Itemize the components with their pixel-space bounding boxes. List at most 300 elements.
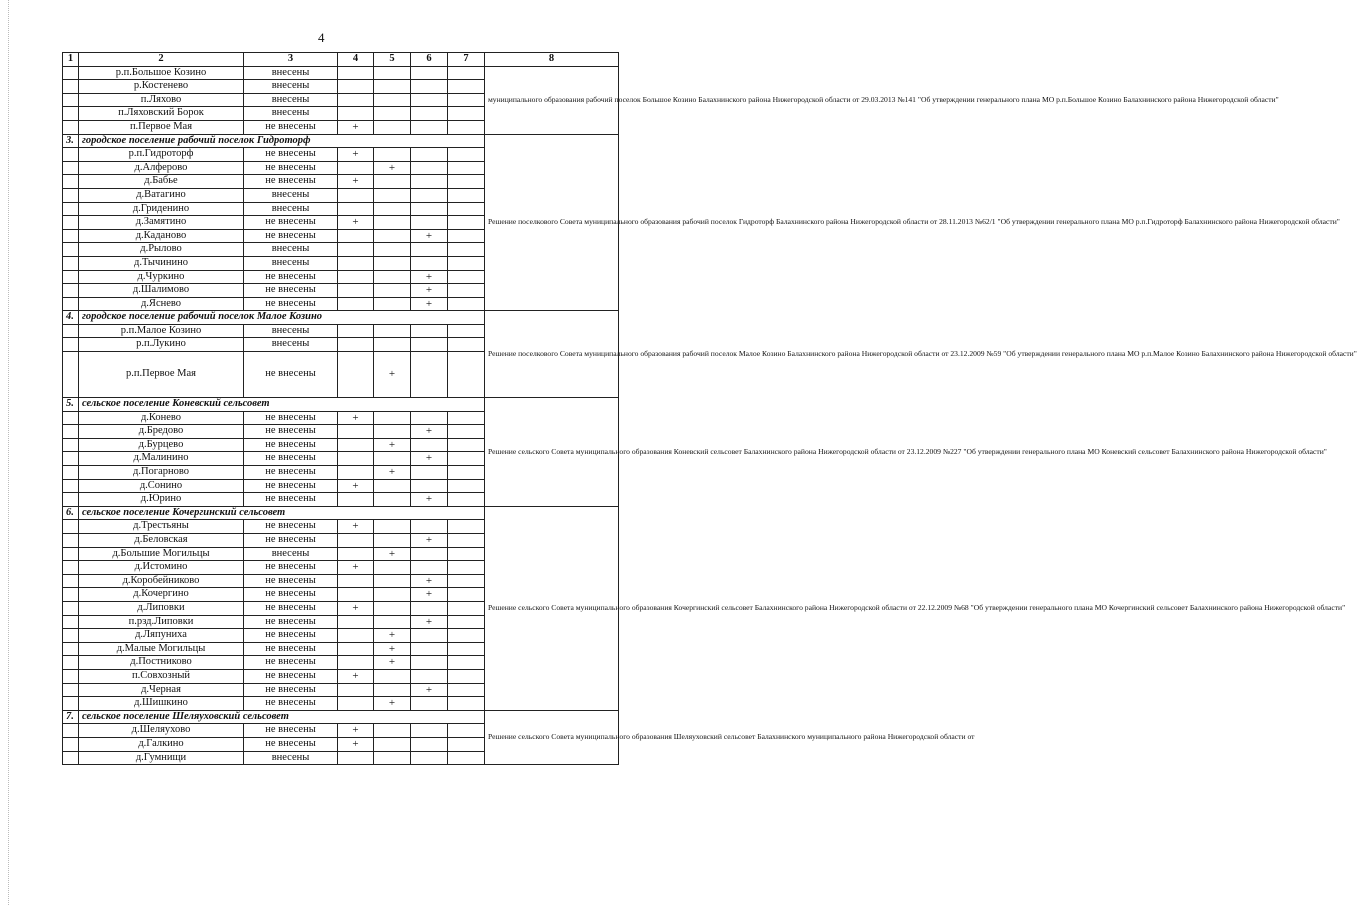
settlement-name: д.Алферово: [79, 161, 244, 175]
mark-c5: +: [374, 697, 411, 711]
mark-c5: [374, 683, 411, 697]
row-number-cell: [63, 547, 79, 561]
mark-c5: [374, 534, 411, 548]
mark-c5: [374, 297, 411, 311]
mark-c7: [448, 284, 485, 298]
mark-c7: [448, 107, 485, 121]
mark-c7: [448, 324, 485, 338]
mark-c5: [374, 561, 411, 575]
row-number-cell: [63, 520, 79, 534]
plan-status: не внесены: [244, 148, 338, 162]
mark-c7: [448, 202, 485, 216]
settlement-name: д.Рылово: [79, 243, 244, 257]
row-number-cell: [63, 120, 79, 134]
mark-c7: [448, 629, 485, 643]
mark-c7: [448, 615, 485, 629]
mark-c4: [338, 297, 374, 311]
mark-c6: [411, 161, 448, 175]
mark-c7: [448, 297, 485, 311]
mark-c5: +: [374, 352, 411, 398]
row-number-cell: [63, 697, 79, 711]
section-remark: Решение сельского Совета муниципального образования Кочергинский сельсовет Балахнинского района Нижегородской области от 22.12.2009 №68 "Об утверждении генерального плана МО Кочергинский сельсовет Балахнинского района Нижегородской области": [485, 506, 619, 710]
mark-c6: [411, 669, 448, 683]
mark-c4: [338, 656, 374, 670]
mark-c4: +: [338, 724, 374, 738]
mark-c7: [448, 466, 485, 480]
row-number-cell: [63, 411, 79, 425]
table-row: [63, 66, 619, 80]
settlement-name: п.Ляховский Борок: [79, 107, 244, 121]
mark-c7: [448, 561, 485, 575]
row-number-cell: [63, 629, 79, 643]
row-number-cell: [63, 425, 79, 439]
mark-c4: +: [338, 601, 374, 615]
mark-c5: [374, 148, 411, 162]
settlement-name: д.Бабье: [79, 175, 244, 189]
mark-c7: [448, 683, 485, 697]
mark-c5: [374, 188, 411, 202]
settlement-name: д.Погарново: [79, 466, 244, 480]
mark-c6: [411, 642, 448, 656]
plan-status: не внесены: [244, 724, 338, 738]
mark-c6: [411, 175, 448, 189]
row-number-cell: [63, 493, 79, 507]
settlement-name: д.Кадановo: [79, 229, 244, 243]
row-number-cell: [63, 284, 79, 298]
mark-c4: [338, 107, 374, 121]
mark-c5: [374, 107, 411, 121]
row-number-cell: [63, 161, 79, 175]
row-number-cell: [63, 737, 79, 751]
mark-c4: +: [338, 148, 374, 162]
settlement-name: п.Совхозный: [79, 669, 244, 683]
row-number-cell: [63, 80, 79, 94]
plan-status: не внесены: [244, 656, 338, 670]
row-number-cell: [63, 188, 79, 202]
table-body: [63, 66, 1357, 765]
row-number-cell: [63, 479, 79, 493]
settlement-name: д.Черная: [79, 683, 244, 697]
mark-c4: +: [338, 216, 374, 230]
row-number-cell: [63, 669, 79, 683]
plan-status: не внесены: [244, 352, 338, 398]
mark-c4: [338, 161, 374, 175]
mark-c6: [411, 561, 448, 575]
mark-c7: [448, 669, 485, 683]
mark-c4: [338, 338, 374, 352]
plan-status: не внесены: [244, 270, 338, 284]
mark-c5: [374, 751, 411, 765]
section-title: сельское поселение Шеляуховский сельсовет: [79, 710, 485, 724]
plan-status: не внесены: [244, 629, 338, 643]
plan-status: не внесены: [244, 411, 338, 425]
plan-status: внесены: [244, 338, 338, 352]
mark-c7: [448, 642, 485, 656]
mark-c5: [374, 574, 411, 588]
mark-c5: [374, 338, 411, 352]
mark-c5: [374, 202, 411, 216]
settlement-name: д.Замятино: [79, 216, 244, 230]
mark-c6: [411, 601, 448, 615]
section-header-row: [63, 398, 619, 412]
mark-c5: [374, 216, 411, 230]
mark-c7: [448, 425, 485, 439]
mark-c6: [411, 66, 448, 80]
mark-c6: [411, 148, 448, 162]
mark-c4: [338, 574, 374, 588]
mark-c6: +: [411, 588, 448, 602]
mark-c6: +: [411, 615, 448, 629]
plan-status: не внесены: [244, 737, 338, 751]
plan-status: не внесены: [244, 697, 338, 711]
row-number-cell: [63, 751, 79, 765]
mark-c4: [338, 324, 374, 338]
mark-c6: [411, 188, 448, 202]
plan-status: не внесены: [244, 642, 338, 656]
settlement-name: д.Бредово: [79, 425, 244, 439]
mark-c4: [338, 642, 374, 656]
row-number-cell: [63, 452, 79, 466]
plan-status: не внесены: [244, 216, 338, 230]
plan-status: не внесены: [244, 438, 338, 452]
mark-c7: [448, 175, 485, 189]
mark-c4: [338, 547, 374, 561]
section-number: 6.: [63, 506, 79, 520]
mark-c7: [448, 520, 485, 534]
row-number-cell: [63, 352, 79, 398]
row-number-cell: [63, 216, 79, 230]
mark-c6: [411, 93, 448, 107]
mark-c7: [448, 270, 485, 284]
mark-c5: +: [374, 642, 411, 656]
row-number-cell: [63, 615, 79, 629]
mark-c7: [448, 438, 485, 452]
mark-c7: [448, 243, 485, 257]
mark-c4: [338, 452, 374, 466]
mark-c4: [338, 534, 374, 548]
row-number-cell: [63, 466, 79, 480]
mark-c5: [374, 737, 411, 751]
settlement-name: д.Ляпуниха: [79, 629, 244, 643]
mark-c5: [374, 669, 411, 683]
mark-c4: [338, 243, 374, 257]
mark-c7: [448, 148, 485, 162]
mark-c4: [338, 80, 374, 94]
mark-c5: [374, 425, 411, 439]
mark-c6: [411, 256, 448, 270]
mark-c5: [374, 93, 411, 107]
mark-c5: +: [374, 547, 411, 561]
mark-c5: [374, 229, 411, 243]
header-col-8: 8: [485, 53, 619, 67]
settlement-name: д.Большие Могильцы: [79, 547, 244, 561]
plan-status: не внесены: [244, 229, 338, 243]
header-col-7: 7: [448, 53, 485, 67]
plan-status: не внесены: [244, 452, 338, 466]
mark-c6: +: [411, 452, 448, 466]
mark-c4: [338, 188, 374, 202]
mark-c7: [448, 479, 485, 493]
mark-c4: [338, 270, 374, 284]
mark-c7: [448, 216, 485, 230]
mark-c5: [374, 284, 411, 298]
row-number-cell: [63, 202, 79, 216]
mark-c4: +: [338, 479, 374, 493]
mark-c6: [411, 243, 448, 257]
mark-c4: +: [338, 737, 374, 751]
plan-status: внесены: [244, 256, 338, 270]
mark-c5: +: [374, 438, 411, 452]
mark-c7: [448, 80, 485, 94]
mark-c6: +: [411, 297, 448, 311]
mark-c6: [411, 107, 448, 121]
plan-status: не внесены: [244, 161, 338, 175]
mark-c4: [338, 697, 374, 711]
mark-c6: [411, 352, 448, 398]
scan-edge-line: [8, 0, 10, 905]
header-col-6: 6: [411, 53, 448, 67]
mark-c7: [448, 66, 485, 80]
plan-status: внесены: [244, 107, 338, 121]
mark-c6: +: [411, 425, 448, 439]
plan-status: не внесены: [244, 601, 338, 615]
mark-c4: [338, 683, 374, 697]
mark-c5: [374, 66, 411, 80]
mark-c6: [411, 411, 448, 425]
mark-c5: [374, 120, 411, 134]
settlement-name: д.Юрино: [79, 493, 244, 507]
section-header-row: [63, 710, 619, 724]
mark-c6: [411, 466, 448, 480]
mark-c7: [448, 161, 485, 175]
plan-status: не внесены: [244, 297, 338, 311]
settlement-name: р.п.Лукино: [79, 338, 244, 352]
mark-c5: +: [374, 629, 411, 643]
settlement-name: р.п.Малое Козино: [79, 324, 244, 338]
mark-c7: [448, 229, 485, 243]
mark-c5: [374, 520, 411, 534]
mark-c6: [411, 751, 448, 765]
mark-c6: [411, 547, 448, 561]
mark-c5: [374, 243, 411, 257]
mark-c6: [411, 656, 448, 670]
plan-status: не внесены: [244, 534, 338, 548]
settlement-name: д.Конево: [79, 411, 244, 425]
mark-c5: [374, 324, 411, 338]
mark-c4: [338, 751, 374, 765]
section-title: сельское поселение Коневский сельсовет: [79, 398, 485, 412]
plan-status: внесены: [244, 751, 338, 765]
mark-c4: [338, 466, 374, 480]
mark-c4: [338, 425, 374, 439]
section-title: сельское поселение Кочергинский сельсовет: [79, 506, 485, 520]
row-number-cell: [63, 588, 79, 602]
header-row: [63, 53, 619, 67]
plan-status: внесены: [244, 93, 338, 107]
settlement-name: д.Шишкино: [79, 697, 244, 711]
mark-c5: [374, 411, 411, 425]
mark-c4: [338, 93, 374, 107]
plan-status: не внесены: [244, 669, 338, 683]
mark-c6: +: [411, 229, 448, 243]
settlement-name: д.Малые Могильцы: [79, 642, 244, 656]
mark-c5: [374, 588, 411, 602]
mark-c4: +: [338, 411, 374, 425]
mark-c5: [374, 479, 411, 493]
settlement-name: д.Ватагино: [79, 188, 244, 202]
plan-status: не внесены: [244, 120, 338, 134]
mark-c7: [448, 338, 485, 352]
mark-c7: [448, 737, 485, 751]
section-number: 4.: [63, 311, 79, 325]
settlement-name: п.Ляхово: [79, 93, 244, 107]
settlement-name: д.Галкино: [79, 737, 244, 751]
plan-status: не внесены: [244, 588, 338, 602]
mark-c4: +: [338, 120, 374, 134]
settlement-name: д.Малинино: [79, 452, 244, 466]
row-number-cell: [63, 297, 79, 311]
mark-c6: [411, 324, 448, 338]
mark-c4: +: [338, 669, 374, 683]
mark-c5: +: [374, 656, 411, 670]
settlement-name: д.Коробейниково: [79, 574, 244, 588]
mark-c6: +: [411, 284, 448, 298]
mark-c7: [448, 574, 485, 588]
plan-status: не внесены: [244, 520, 338, 534]
mark-c5: [374, 270, 411, 284]
section-title: городское поселение рабочий поселок Малое Козино: [79, 311, 485, 325]
plan-status: внесены: [244, 324, 338, 338]
mark-c4: [338, 66, 374, 80]
row-number-cell: [63, 683, 79, 697]
section-remark: муниципального образования рабочий поселок Большое Козино Балахнинского района Нижегородской области от 29.03.2013 №141 "Об утверждении генерального плана МО р.п.Большое Козино Балахнинского района Нижегородской области": [485, 66, 619, 134]
settlement-name: д.Постниково: [79, 656, 244, 670]
row-number-cell: [63, 724, 79, 738]
row-number-cell: [63, 270, 79, 284]
page-number: 4: [318, 30, 325, 45]
settlements-table: [62, 52, 1357, 765]
mark-c7: [448, 601, 485, 615]
row-number-cell: [63, 175, 79, 189]
settlement-name: д.Липовки: [79, 601, 244, 615]
settlement-name: д.Гриденино: [79, 202, 244, 216]
mark-c4: [338, 588, 374, 602]
settlement-name: д.Яснево: [79, 297, 244, 311]
mark-c4: [338, 615, 374, 629]
mark-c7: [448, 588, 485, 602]
mark-c6: [411, 202, 448, 216]
settlement-name: д.Чуркино: [79, 270, 244, 284]
settlement-name: д.Гумнищи: [79, 751, 244, 765]
mark-c7: [448, 656, 485, 670]
mark-c7: [448, 751, 485, 765]
row-number-cell: [63, 107, 79, 121]
plan-status: внесены: [244, 547, 338, 561]
mark-c5: [374, 80, 411, 94]
mark-c5: [374, 256, 411, 270]
row-number-cell: [63, 601, 79, 615]
settlement-name: д.Беловская: [79, 534, 244, 548]
section-header-row: [63, 134, 619, 148]
settlement-name: д.Бурцево: [79, 438, 244, 452]
mark-c7: [448, 411, 485, 425]
row-number-cell: [63, 229, 79, 243]
mark-c5: [374, 452, 411, 466]
mark-c4: [338, 629, 374, 643]
mark-c4: [338, 438, 374, 452]
section-number: 5.: [63, 398, 79, 412]
row-number-cell: [63, 338, 79, 352]
mark-c5: [374, 601, 411, 615]
section-remark: Решение сельского Совета муниципального образования Коневский сельсовет Балахнинского района Нижегородской области от 23.12.2009 №227 "Об утверждении генерального плана МО Коневский сельсовет Балахнинского района Нижегородской области": [485, 398, 619, 507]
mark-c6: [411, 737, 448, 751]
mark-c5: [374, 175, 411, 189]
row-number-cell: [63, 243, 79, 257]
section-header-row: [63, 506, 619, 520]
plan-status: не внесены: [244, 574, 338, 588]
settlement-name: п.рзд.Липовки: [79, 615, 244, 629]
plan-status: не внесены: [244, 493, 338, 507]
plan-status: не внесены: [244, 615, 338, 629]
row-number-cell: [63, 656, 79, 670]
section-remark: Решение сельского Совета муниципального образования Шеляуховский сельсовет Балахнинского муниципального района Нижегородской области от: [485, 710, 619, 764]
settlement-name: д.Шалимово: [79, 284, 244, 298]
mark-c6: [411, 338, 448, 352]
settlement-name: д.Сонино: [79, 479, 244, 493]
row-number-cell: [63, 642, 79, 656]
mark-c6: [411, 479, 448, 493]
header-col-1: 1: [63, 53, 79, 67]
row-number-cell: [63, 93, 79, 107]
mark-c5: [374, 724, 411, 738]
plan-status: внесены: [244, 66, 338, 80]
mark-c4: [338, 202, 374, 216]
mark-c7: [448, 493, 485, 507]
mark-c4: [338, 284, 374, 298]
mark-c5: [374, 493, 411, 507]
mark-c6: [411, 724, 448, 738]
section-title: городское поселение рабочий поселок Гидроторф: [79, 134, 485, 148]
row-number-cell: [63, 438, 79, 452]
mark-c7: [448, 534, 485, 548]
mark-c6: [411, 216, 448, 230]
header-col-2: 2: [79, 53, 244, 67]
plan-status: не внесены: [244, 683, 338, 697]
mark-c7: [448, 352, 485, 398]
mark-c6: [411, 697, 448, 711]
mark-c7: [448, 547, 485, 561]
mark-c7: [448, 93, 485, 107]
mark-c7: [448, 256, 485, 270]
plan-status: внесены: [244, 188, 338, 202]
settlement-name: р.п.Первое Мая: [79, 352, 244, 398]
settlement-name: р.Костенево: [79, 80, 244, 94]
settlement-name: д.Истомино: [79, 561, 244, 575]
mark-c5: +: [374, 466, 411, 480]
mark-c4: [338, 352, 374, 398]
settlement-name: д.Шеляухово: [79, 724, 244, 738]
plan-status: не внесены: [244, 561, 338, 575]
mark-c6: [411, 438, 448, 452]
plan-status: не внесены: [244, 479, 338, 493]
mark-c4: [338, 493, 374, 507]
settlement-name: д.Трестьяны: [79, 520, 244, 534]
section-remark: Решение поселкового Совета муниципального образования рабочий поселок Гидроторф Балахнинского района Нижегородской области от 28.11.2013 №62/1 "Об утверждении генерального плана МО р.п.Гидроторф Балахнинского района Нижегородской области": [485, 134, 619, 311]
mark-c7: [448, 188, 485, 202]
settlement-name: д.Тычинино: [79, 256, 244, 270]
mark-c7: [448, 120, 485, 134]
mark-c6: +: [411, 683, 448, 697]
